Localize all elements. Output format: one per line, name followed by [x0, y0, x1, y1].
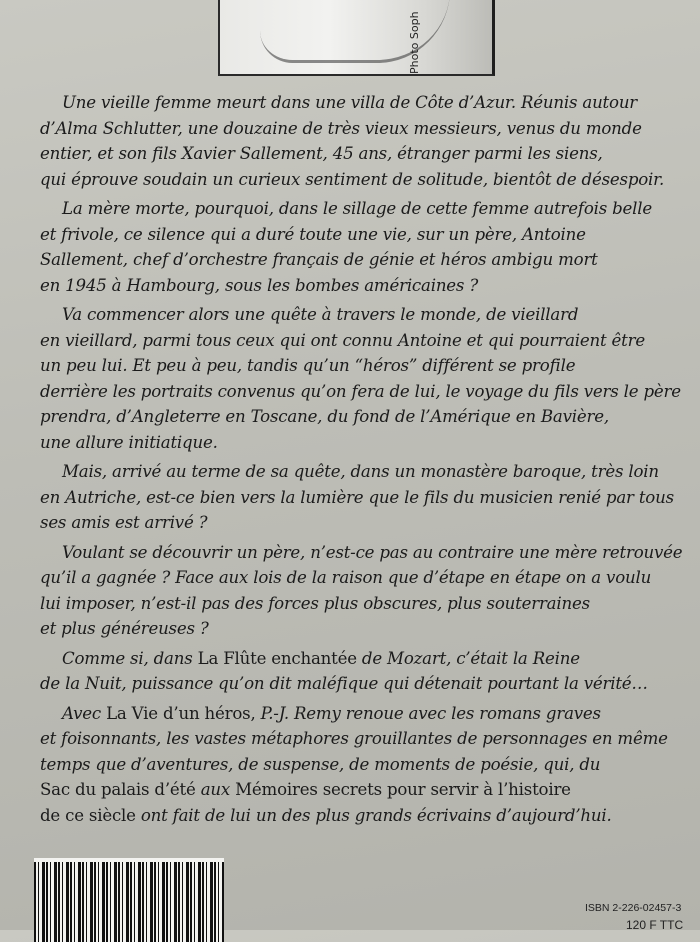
text-line	[40, 116, 700, 142]
body-text: lui imposer, n’est-il pas des forces plus obscures, plus souterraines	[40, 593, 590, 613]
text-line	[40, 646, 700, 672]
paragraph	[40, 459, 700, 536]
text-line	[40, 671, 700, 697]
text-line	[40, 328, 700, 354]
body-text: Voulant se découvrir un père, n’est-ce pas au contraire une mère retrouvée	[62, 542, 683, 562]
text-line	[40, 430, 700, 456]
text-line	[40, 459, 700, 485]
paragraph	[40, 646, 700, 697]
author-photo	[218, 0, 495, 76]
text-line	[40, 803, 700, 829]
text-line	[40, 752, 700, 778]
text-line	[40, 591, 700, 617]
text-line	[40, 273, 700, 299]
body-text: ses amis est arrivé ?	[40, 513, 208, 532]
text-line	[40, 90, 700, 116]
body-text: Sallement, chef d’orchestre français de génie et héros ambigu mort	[40, 250, 598, 269]
text-line	[40, 616, 700, 642]
title-text: La Vie d’un héros,	[106, 703, 256, 723]
body-text: P.-J. Remy renoue avec les romans graves	[255, 703, 601, 723]
body-text: entier, et son fils Xavier Sallement, 45 ans, étranger parmi les siens,	[40, 144, 603, 163]
body-text: Va commencer alors une quête à travers le monde, de vieillard	[62, 305, 579, 324]
barcode	[34, 858, 224, 942]
paragraph	[40, 701, 700, 829]
body-text: Une vieille femme meurt dans une villa de Côte d’Azur. Réunis autour	[62, 93, 638, 112]
text-line	[40, 701, 700, 727]
title-text: Mémoires secrets pour servir à l’histoire	[235, 780, 571, 799]
body-text: qui éprouve soudain un curieux sentiment de solitude, bientôt de désespoir.	[40, 169, 665, 189]
back-cover-blurb	[40, 90, 700, 832]
text-line	[40, 777, 700, 803]
title-text: de ce siècle	[40, 805, 136, 825]
body-text: et frivole, ce silence qui a duré toute une vie, sur un père, Antoine	[40, 224, 586, 244]
text-line	[40, 222, 700, 248]
price-label: 120 F TTC	[626, 918, 684, 932]
body-text: de la Nuit, puissance qu’on dit maléfique qui détenait pourtant la vérité…	[40, 674, 648, 693]
body-text: de Mozart, c’était la Reine	[356, 648, 580, 668]
body-text: un peu lui. Et peu à peu, tandis qu’un “héros” différent se profile	[40, 356, 576, 375]
isbn-label: ISBN 2-226-02457-3	[585, 902, 682, 914]
text-line	[40, 726, 700, 752]
paragraph	[40, 90, 700, 192]
body-text: en Autriche, est-ce bien vers la lumière que le fils du musicien renié par tous	[40, 487, 674, 507]
paragraph	[40, 540, 700, 642]
text-line	[40, 404, 700, 430]
paragraph	[40, 302, 700, 455]
body-text: derrière les portraits convenus qu’on fera de lui, le voyage du fils vers le père	[40, 381, 681, 401]
body-text: d’Alma Schlutter, une douzaine de très vieux messieurs, venus du monde	[40, 118, 642, 138]
body-text: et plus généreuses ?	[40, 619, 209, 638]
body-text: prendra, d’Angleterre en Toscane, du fond de l’Amérique en Bavière,	[40, 407, 609, 426]
body-text: La mère morte, pourquoi, dans le sillage de cette femme autrefois belle	[62, 199, 652, 218]
body-text: temps que d’aventures, de suspense, de moments de poésie, qui, du	[40, 754, 601, 774]
title-text: Sac du palais d’été	[40, 780, 196, 799]
text-line	[40, 379, 700, 405]
body-text: une allure initiatique.	[40, 432, 218, 452]
text-line	[40, 565, 700, 591]
text-line	[40, 141, 700, 167]
body-text: en vieillard, parmi tous ceux qui ont connu Antoine et qui pourraient être	[40, 330, 645, 350]
photo-credit: Photo Soph	[408, 11, 421, 74]
text-line	[40, 247, 700, 273]
body-text: qu’il a gagnée ? Face aux lois de la raison que d’étape en étape on a voulu	[40, 568, 652, 587]
text-line	[40, 485, 700, 511]
text-line	[40, 540, 700, 566]
paragraph	[40, 196, 700, 298]
text-line	[40, 302, 700, 328]
text-line	[40, 510, 700, 536]
text-line	[40, 353, 700, 379]
body-text: Avec	[62, 703, 107, 723]
title-text: La Flûte enchantée	[197, 648, 357, 668]
body-text: et foisonnants, les vastes métaphores grouillantes de personnages en même	[40, 729, 668, 748]
text-line	[40, 196, 700, 222]
body-text: Mais, arrivé au terme de sa quête, dans un monastère baroque, très loin	[62, 462, 659, 481]
body-text: Comme si, dans	[62, 648, 198, 668]
body-text: en 1945 à Hambourg, sous les bombes américaines ?	[40, 275, 479, 295]
text-line	[40, 167, 700, 193]
body-text: aux	[195, 780, 236, 799]
body-text: ont fait de lui un des plus grands écrivains d’aujourd’hui.	[135, 805, 612, 825]
